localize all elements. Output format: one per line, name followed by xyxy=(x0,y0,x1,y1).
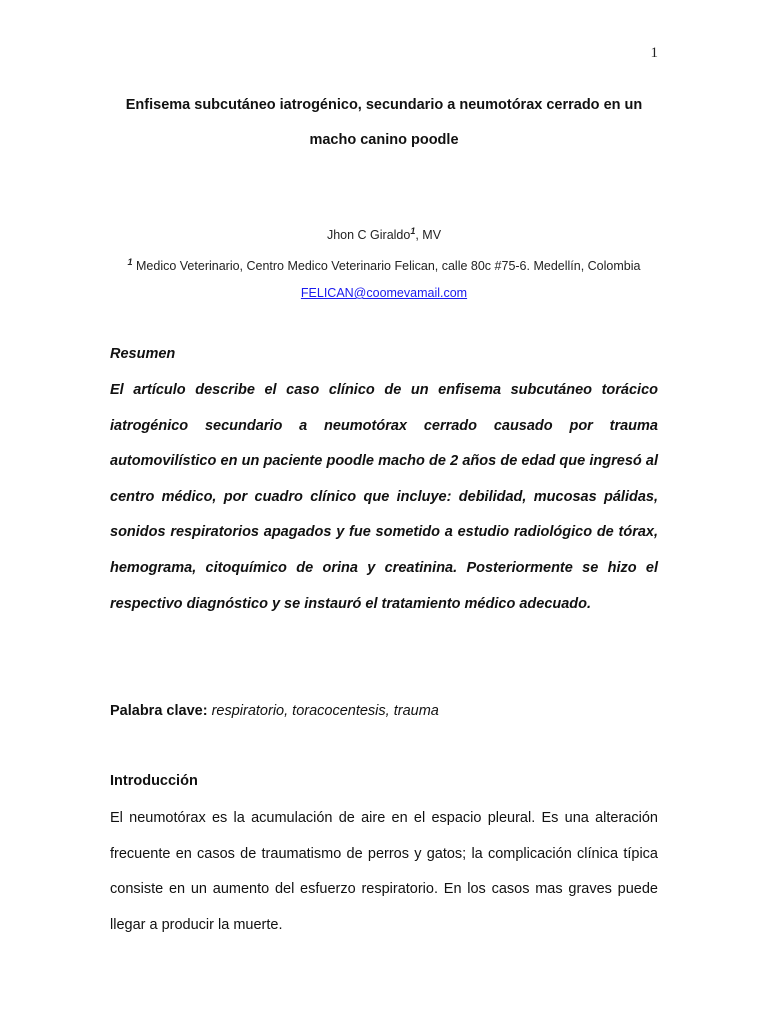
affiliation-line xyxy=(110,257,658,273)
paper-title: Enfisema subcutáneo iatrogénico, secundario a neumotórax cerrado en un macho canino poodle xyxy=(125,97,643,148)
introduction-text: El neumotórax es la acumulación de aire en el espacio pleural. Es una alteración frecuente en casos de traumatismo de perros y gatos; la complicación clínica típica consiste en un aumento del esfuerzo respiratorio. En los casos mas graves puede llegar a producir la muerte. xyxy=(110,810,658,933)
keywords-label: Palabra clave: xyxy=(110,703,208,719)
abstract-text: El artículo describe el caso clínico de un enfisema subcutáneo torácico iatrogénico secundario a neumotórax cerrado causado por trauma automovilístico en un paciente poodle macho de 2 años de edad que ingresó al centro médico, por cuadro clínico que incluye: debilidad, mucosas pálidas, sonidos respiratorios apagados y fue sometido a estudio radiológico de tórax, hemograma, citoquímico de orina y creatinina. Posteriormente se hizo el respectivo diagnóstico y se instauró el tratamiento médico adecuado. xyxy=(110,382,658,612)
affiliation-superscript: 1 xyxy=(127,257,133,267)
keywords-value: respiratorio, toracocentesis, trauma xyxy=(207,703,439,719)
email-link[interactable]: FELICAN@coomevamail.com xyxy=(300,286,468,300)
author-superscript: 1 xyxy=(410,226,416,236)
affiliation-text: Medico Veterinario, Centro Medico Veterinario Felican, calle 80c #75-6. Medellín, Colombia xyxy=(132,259,641,274)
keywords-line xyxy=(110,703,439,719)
author-name: Jhon C Giraldo xyxy=(326,228,411,243)
author-line xyxy=(110,226,658,242)
page-number: 1 xyxy=(650,45,658,61)
introduction-heading: Introducción xyxy=(110,773,198,789)
author-degree: , MV xyxy=(415,228,442,243)
abstract-heading: Resumen xyxy=(110,346,176,362)
